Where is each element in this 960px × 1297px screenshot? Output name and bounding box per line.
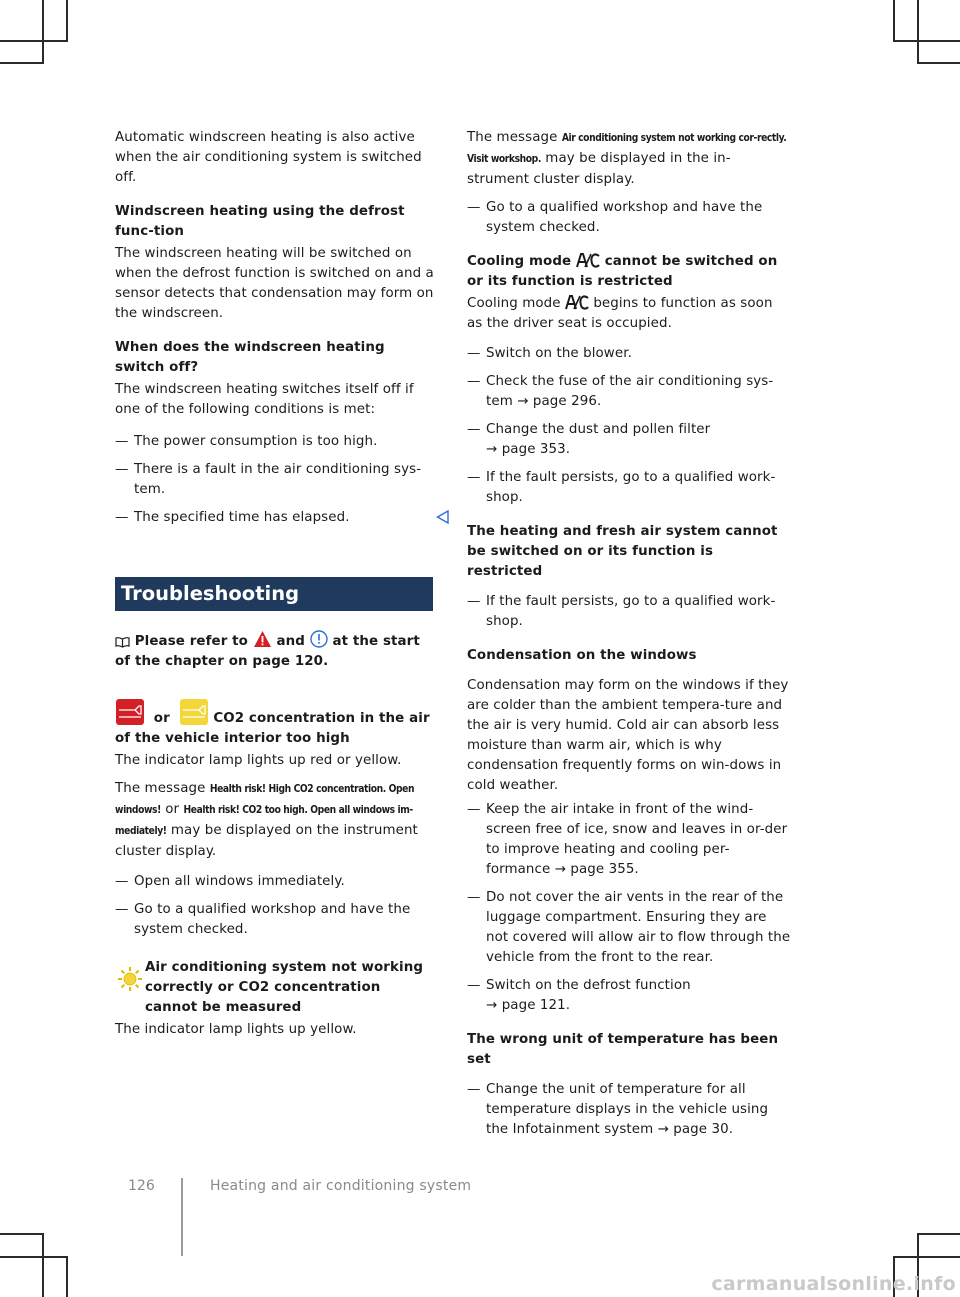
ac-warning-paragraph: The indicator lamp lights up yellow. [115,1022,357,1037]
list-item: — Switch on the defrost function → page 121. [467,976,792,1016]
ac-warning-heading: Air conditioning system not working correctly or CO2 concentration cannot be measured [145,960,424,1015]
footer-divider [181,1178,183,1256]
crop-mark [893,0,895,40]
defrost-paragraph: The windscreen heating will be switched on when the defrost function is switched on and a sensor detects that condensation may form on the windscreen. [115,246,434,321]
cooling-paragraph [467,294,792,334]
crop-mark [42,0,44,62]
chapter-title: Heating and air conditioning system [210,1178,472,1194]
ac-symbol-icon [565,295,589,310]
crop-mark [0,62,44,64]
list-item: — Change the unit of temperature for all temperature displays in the vehicle using the Infotainment system → page 30. [467,1080,792,1140]
page-ref-link[interactable]: page 353. [501,442,571,457]
list-item: — The specified time has elapsed. [115,508,435,528]
list-item: — Go to a qualified workshop and have the system checked. [467,198,792,238]
list-item: — If the fault persists, go to a qualified work-shop. [467,592,792,632]
display-message: Air conditioning system not working cor-rectly. Visit workshop. [467,133,787,165]
defrost-heading: Windscreen heating using the defrost func-tion [115,204,405,239]
msg-prefix: The message [115,781,206,796]
page-ref-link[interactable]: page 296. [532,394,602,409]
crop-mark [0,1256,68,1258]
co2-yellow-lamp-icon [179,698,209,726]
end-triangle-icon [436,510,449,524]
page-ref-link[interactable]: page 355. [570,862,639,877]
watermark: carmanualsonline.info [711,1273,956,1295]
co2-heading-text: CO2 concentration in the air of the vehicle interior too high [115,711,430,746]
ac-symbol-icon [576,253,600,268]
list-item: — Change the dust and pollen filter → page 353. [467,420,792,460]
cooling-heading-b: cannot be switched on or its function is restricted [467,254,778,289]
arrow-right-icon: → [554,862,567,877]
crop-mark [917,62,960,64]
unit-heading: The wrong unit of temperature has been set [467,1032,779,1067]
crop-mark [893,1256,960,1258]
crop-mark [0,40,68,42]
arrow-right-icon: → [486,998,498,1013]
cooling-action-list [467,344,792,508]
list-item: — Do not cover the air vents in the rear of the luggage compartment. Ensuring they are not covered will allow air to flow through the vehicle from the front to the rear. [467,888,792,968]
warning-triangle-icon [253,630,272,648]
list-item: — If the fault persists, go to a qualified work-shop. [467,468,792,508]
ac-warning-block [115,958,435,1020]
cooling-text-a: Cooling mode [467,296,561,311]
list-item: — Go to a qualified workshop and have the system checked. [115,900,435,940]
co2-message-paragraph [115,779,435,862]
msg-or: or [165,802,180,817]
co2-or: or [153,711,170,726]
section-title-banner: Troubleshooting [115,577,433,611]
arrow-right-icon: → [657,1122,669,1137]
refer-text-a: Please refer to [134,634,248,649]
msg-prefix: The message [467,130,558,145]
display-message: Health risk! CO2 too high. Open all windows im-mediately! [115,805,413,837]
page-ref-link[interactable]: page 121. [501,998,571,1013]
list-item: — There is a fault in the air conditioning sys-tem. [115,460,435,500]
refer-text-and: and [276,634,305,649]
ac-message-list [467,198,792,238]
switch-off-list [115,432,435,528]
co2-action-list [115,872,435,940]
book-icon [115,636,130,648]
co2-lamp-paragraph: The indicator lamp lights up red or yellow. [115,753,402,768]
cooling-text-b: begins to function as soon as the driver seat is occupied. [467,296,773,331]
condensation-action-list [467,800,792,1016]
refer-text-b: at the start of the chapter on page 120. [115,634,420,669]
crop-mark [893,40,960,42]
crop-mark [66,1256,68,1297]
list-item: — Keep the air intake in front of the wind-screen free of ice, snow and leaves in or-der to improve heating and cooling per-formance → page 355. [467,800,792,880]
list-item: — Open all windows immediately. [115,872,435,892]
list-item: — Check the fuse of the air conditioning sys-tem → page 296. [467,372,792,412]
arrow-right-icon: → [486,442,498,457]
sun-warning-icon [115,966,145,992]
switch-off-paragraph: The windscreen heating switches itself off if one of the following conditions is met: [115,382,414,417]
arrow-right-icon: → [517,394,529,409]
info-circle-icon [310,630,328,648]
msg-suffix: may be displayed on the instrument cluster display. [115,823,418,859]
crop-mark [917,0,919,62]
unit-action-list [467,1080,792,1140]
ac-message-paragraph [467,128,792,190]
cooling-heading-a: Cooling mode [467,254,572,269]
crop-mark [66,0,68,40]
list-item: — The power consumption is too high. [115,432,435,452]
crop-mark [917,1233,960,1235]
intro-paragraph: Automatic windscreen heating is also active when the air conditioning system is switched off. [115,130,422,185]
heating-heading: The heating and fresh air system cannot be switched on or its function is restricted [467,524,778,579]
switch-off-heading: When does the windscreen heating switch off? [115,340,385,375]
right-column [467,128,792,1154]
crop-mark [0,1233,44,1235]
heating-action-list [467,592,792,632]
crop-mark [42,1233,44,1297]
msg-suffix: may be displayed in the in-strument cluster display. [467,151,731,187]
condensation-paragraph: Condensation may form on the windows if they are colder than the ambient tempera-ture and the air is very humid. Cold air can absorb less moisture than warm air, which is why condensation frequently forms on win-dows in cold weather. [467,678,789,793]
refer-note [115,630,435,672]
left-column-lower [115,630,435,1054]
list-item: — Switch on the blower. [467,344,792,364]
co2-heading [115,698,435,749]
page-ref-link[interactable]: page 30. [673,1122,734,1137]
co2-red-lamp-icon [115,698,145,726]
display-message: Health risk! High CO2 concentration. Open windows! [115,784,415,816]
left-column [115,128,435,542]
condensation-heading: Condensation on the windows [467,648,697,663]
cooling-heading [467,252,792,292]
page-number: 126 [128,1178,155,1194]
